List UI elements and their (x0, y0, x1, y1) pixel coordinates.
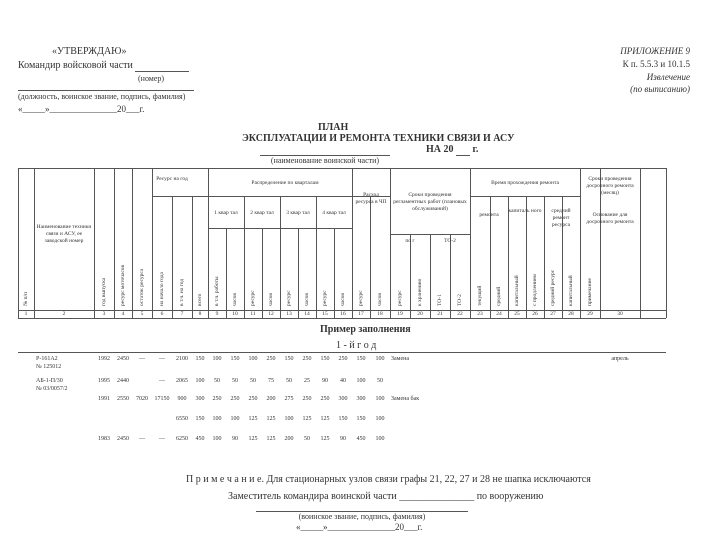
table-cell: 450 (195, 436, 205, 442)
column-number: 4 (121, 311, 125, 317)
table-cell: 90 (322, 378, 328, 384)
table-cell: Р-161А2 (36, 356, 58, 362)
table-cell: 17150 (154, 396, 170, 402)
header-equipment: Наименование техники связи и АСУ, ее заводской номер (36, 224, 92, 244)
column-number: 18 (377, 311, 383, 317)
table-cell: 100 (248, 356, 258, 362)
header-sub-to2: ТО-2 (444, 238, 456, 244)
table-cell: 50 (232, 378, 238, 384)
table-cell: 100 (212, 356, 222, 362)
col-line (226, 228, 227, 318)
table-cell: — (139, 436, 145, 442)
column-header: с продлением (532, 274, 538, 306)
column-header: ресурс (322, 290, 328, 306)
column-number: 21 (437, 311, 443, 317)
table-cell: 125 (266, 436, 276, 442)
table-cell: 90 (232, 436, 238, 442)
col-line (334, 228, 335, 318)
example-separator (18, 352, 666, 353)
table-cell: 900 (177, 396, 187, 402)
year-label: 1 - й г о д (336, 340, 377, 351)
col-line (410, 234, 411, 318)
col-line (390, 168, 391, 318)
column-header: ресурс (286, 290, 292, 306)
column-number: 20 (417, 311, 423, 317)
table-cell: 150 (195, 416, 205, 422)
plan-year-prefix: НА 20 (426, 144, 454, 155)
table-cell: 50 (377, 378, 383, 384)
column-header: средний ресурс (550, 269, 556, 306)
table-cell: 6250 (176, 436, 188, 442)
column-header: средний (496, 286, 502, 306)
column-number: 3 (102, 311, 106, 317)
col-line (316, 196, 317, 318)
column-number: 23 (477, 311, 483, 317)
column-header: примечание (587, 278, 593, 306)
col-line (208, 168, 209, 318)
col-line (298, 228, 299, 318)
column-number: 30 (617, 311, 623, 317)
col-line (172, 196, 173, 318)
col-line (666, 168, 667, 318)
header-q3: 3 квар тал (286, 210, 310, 216)
column-header: год выпуска (101, 277, 107, 306)
column-header: остаток ресурса (139, 268, 145, 306)
table-cell: № 125012 (36, 364, 62, 370)
table-cell: 150 (356, 416, 366, 422)
table-cell: 100 (375, 416, 385, 422)
column-header: № п/п (23, 291, 29, 306)
table-cell: 2440 (117, 378, 129, 384)
appendix-kind: Извлечение (646, 72, 690, 82)
column-number: 19 (397, 311, 403, 317)
table-cell: — (139, 356, 145, 362)
column-number: 7 (180, 311, 184, 317)
column-header: текущий (477, 285, 483, 306)
column-number: 24 (496, 311, 502, 317)
column-number: 22 (457, 311, 463, 317)
table-cell: 50 (286, 378, 292, 384)
table-cell: Замена (391, 356, 410, 362)
commander-blank (135, 60, 189, 72)
table-numbers-bottom (18, 318, 666, 319)
column-number: 12 (268, 311, 274, 317)
column-header: капитальный (514, 275, 520, 306)
header-sub-pog: по г (405, 238, 415, 244)
table-cell: 250 (230, 396, 240, 402)
column-number: 27 (550, 311, 556, 317)
plan-title: ПЛАН (318, 122, 349, 133)
column-header: часов (377, 293, 383, 306)
table-cell: — (159, 356, 165, 362)
approval-date-line: «_____»_______________20___г. (18, 104, 145, 114)
header-sub-line (390, 234, 470, 235)
column-header: часов (268, 293, 274, 306)
table-cell: 2450 (117, 356, 129, 362)
table-cell: 125 (320, 416, 330, 422)
header-early-basis: Основание для досрочного ремонта (586, 212, 634, 225)
header-q4: 4 квар тал (322, 210, 346, 216)
column-header: капитальный (568, 275, 574, 306)
table-cell: 250 (302, 396, 312, 402)
table-cell: 100 (230, 416, 240, 422)
col-line (280, 196, 281, 318)
column-number: 1 (24, 311, 28, 317)
column-header: ТО-1 (437, 294, 443, 306)
col-line (114, 168, 115, 318)
table-cell: 75 (268, 378, 274, 384)
column-number: 15 (322, 311, 328, 317)
header-sub-repair: ремонта (479, 212, 499, 218)
table-cell: — (159, 436, 165, 442)
table-cell: 50 (304, 436, 310, 442)
header-sub-medium: средний ремонт ресурса (551, 208, 571, 228)
footer-date-line: «_____»_______________20___г. (296, 522, 423, 532)
table-cell: 300 (195, 396, 205, 402)
table-cell: № 03/0057/2 (36, 386, 68, 392)
table-cell: 100 (375, 436, 385, 442)
table-cell: 2450 (117, 436, 129, 442)
column-number: 25 (514, 311, 520, 317)
table-cell: АБ-1-П/30 (36, 378, 63, 384)
table-cell: 50 (250, 378, 256, 384)
table-cell: 100 (356, 378, 366, 384)
table-top-border (18, 168, 666, 169)
column-header: к хранению (417, 278, 423, 306)
col-line (152, 168, 153, 318)
header-repair-time: Время прохождения ремонта (491, 180, 559, 186)
table-cell: апрель (611, 356, 629, 362)
header-sub-line (208, 228, 352, 229)
header-consumption: Расход ресурса в ЧП (355, 192, 387, 205)
plan-year-suffix: г. (472, 144, 479, 155)
column-number: 10 (232, 311, 238, 317)
col-line (244, 196, 245, 318)
col-line (370, 196, 371, 318)
table-cell: 200 (284, 436, 294, 442)
footer-note: П р и м е ч а н и е. Для стационарных узлов связи графы 21, 22, 27 и 28 не шапка исключаются (186, 474, 591, 485)
table-cell: 300 (338, 396, 348, 402)
example-heading: Пример заполнения (320, 324, 411, 335)
col-line (470, 168, 471, 318)
col-line (192, 196, 193, 318)
sign-line: (воинское звание, подпись, фамилия) (256, 511, 468, 521)
table-cell: 150 (284, 356, 294, 362)
table-cell: 100 (212, 416, 222, 422)
column-number: 28 (568, 311, 574, 317)
table-cell: 7020 (136, 396, 148, 402)
column-number: 13 (286, 311, 292, 317)
table-cell: 100 (375, 396, 385, 402)
table-cell: 125 (302, 416, 312, 422)
table-cell: 2100 (176, 356, 188, 362)
column-number: 2 (62, 311, 66, 317)
plan-year-blank (456, 144, 470, 156)
header-resource: Ресурс на год (156, 176, 188, 182)
table-cell: 150 (320, 356, 330, 362)
table-cell: 450 (356, 436, 366, 442)
column-number: 6 (160, 311, 164, 317)
approve-label: «УТВЕРЖДАЮ» (52, 46, 127, 57)
table-cell: 1995 (98, 378, 110, 384)
col-line (34, 168, 35, 318)
commander-line (18, 60, 189, 72)
column-number: 17 (358, 311, 364, 317)
table-cell: 6550 (176, 416, 188, 422)
column-number: 5 (140, 311, 144, 317)
table-cell: 50 (214, 378, 220, 384)
column-header: в т.ч. работы (214, 276, 220, 306)
table-cell: 100 (212, 436, 222, 442)
header-maintenance: Сроки проведения регламентных работ (плановых обслуживаний) (393, 192, 467, 212)
number-hint: (номер) (138, 74, 165, 83)
col-line (18, 168, 19, 318)
col-line (450, 234, 451, 318)
header-q2: 2 квар тал (250, 210, 274, 216)
column-number: 11 (250, 311, 256, 317)
plan-subtitle: ЭКСПЛУАТАЦИИ И РЕМОНТА ТЕХНИКИ СВЯЗИ И АСУ (242, 133, 515, 144)
column-header: всего (197, 293, 203, 306)
table-cell: 125 (320, 436, 330, 442)
column-number: 29 (587, 311, 593, 317)
table-cell: 100 (375, 356, 385, 362)
table-cell: 250 (248, 396, 258, 402)
col-line (94, 168, 95, 318)
deputy-line: Заместитель командира воинской части _______________ по вооружению (228, 491, 544, 502)
header-quarters: Распределение по кварталам (251, 180, 319, 186)
column-header: часов (232, 293, 238, 306)
column-number: 26 (532, 311, 538, 317)
table-cell: 150 (356, 356, 366, 362)
table-cell: 125 (248, 416, 258, 422)
table-cell: 2550 (117, 396, 129, 402)
column-header: в т.ч. на год (179, 278, 185, 306)
header-early-repair: Сроки проведения досрочного ремонта (месяц) (586, 176, 634, 196)
table-cell: 150 (195, 356, 205, 362)
appendix-title: ПРИЛОЖЕНИЕ 9 (620, 46, 690, 56)
column-header: часов (304, 293, 310, 306)
col-line (132, 168, 133, 318)
column-number: 16 (340, 311, 346, 317)
commander-label: Командир войсковой части (18, 60, 133, 71)
col-line (640, 168, 641, 318)
table-cell: 1983 (98, 436, 110, 442)
col-line (352, 168, 353, 318)
column-header: часов (340, 293, 346, 306)
table-cell: 250 (266, 356, 276, 362)
col-line (262, 228, 263, 318)
unit-name-hint: (наименование воинской части) (260, 155, 390, 165)
table-cell: 1992 (98, 356, 110, 362)
table-cell: 100 (195, 378, 205, 384)
column-header: ресурс (250, 290, 256, 306)
table-cell: 125 (266, 416, 276, 422)
column-number: 14 (304, 311, 310, 317)
table-cell: 150 (230, 356, 240, 362)
column-header: ресурс моточасов (120, 264, 126, 306)
plan-year (426, 144, 478, 156)
table-cell: 250 (302, 356, 312, 362)
appendix-note: (по выписанию) (630, 84, 690, 94)
table-cell: — (159, 378, 165, 384)
table-cell: 200 (266, 396, 276, 402)
column-header: на начало года (159, 272, 165, 306)
table-cell: 125 (248, 436, 258, 442)
header-q1: 1 квар тал (214, 210, 238, 216)
column-header: ресурс (397, 290, 403, 306)
table-cell: 250 (338, 356, 348, 362)
table-cell: 100 (284, 416, 294, 422)
col-line (580, 168, 581, 318)
column-header: ресурс (358, 290, 364, 306)
column-number: 9 (215, 311, 219, 317)
column-header: ТО-2 (457, 294, 463, 306)
table-cell: 2065 (176, 378, 188, 384)
table-cell: Замена бак (391, 396, 420, 402)
table-cell: 90 (340, 436, 346, 442)
table-cell: 25 (304, 378, 310, 384)
table-cell: 250 (212, 396, 222, 402)
table-cell: 40 (340, 378, 346, 384)
position-line: (должность, воинское звание, подпись, фамилия) (18, 90, 194, 101)
table-cell: 300 (356, 396, 366, 402)
table-cell: 250 (320, 396, 330, 402)
appendix-ref: К п. 5.5.3 и 10.1.5 (622, 59, 690, 69)
col-line (430, 234, 431, 318)
header-sub-line (470, 196, 580, 197)
table-cell: 1991 (98, 396, 110, 402)
table-cell: 275 (284, 396, 294, 402)
table-cell: 150 (338, 416, 348, 422)
header-sub-capital: капиталь ного (508, 208, 542, 214)
column-number: 8 (198, 311, 202, 317)
